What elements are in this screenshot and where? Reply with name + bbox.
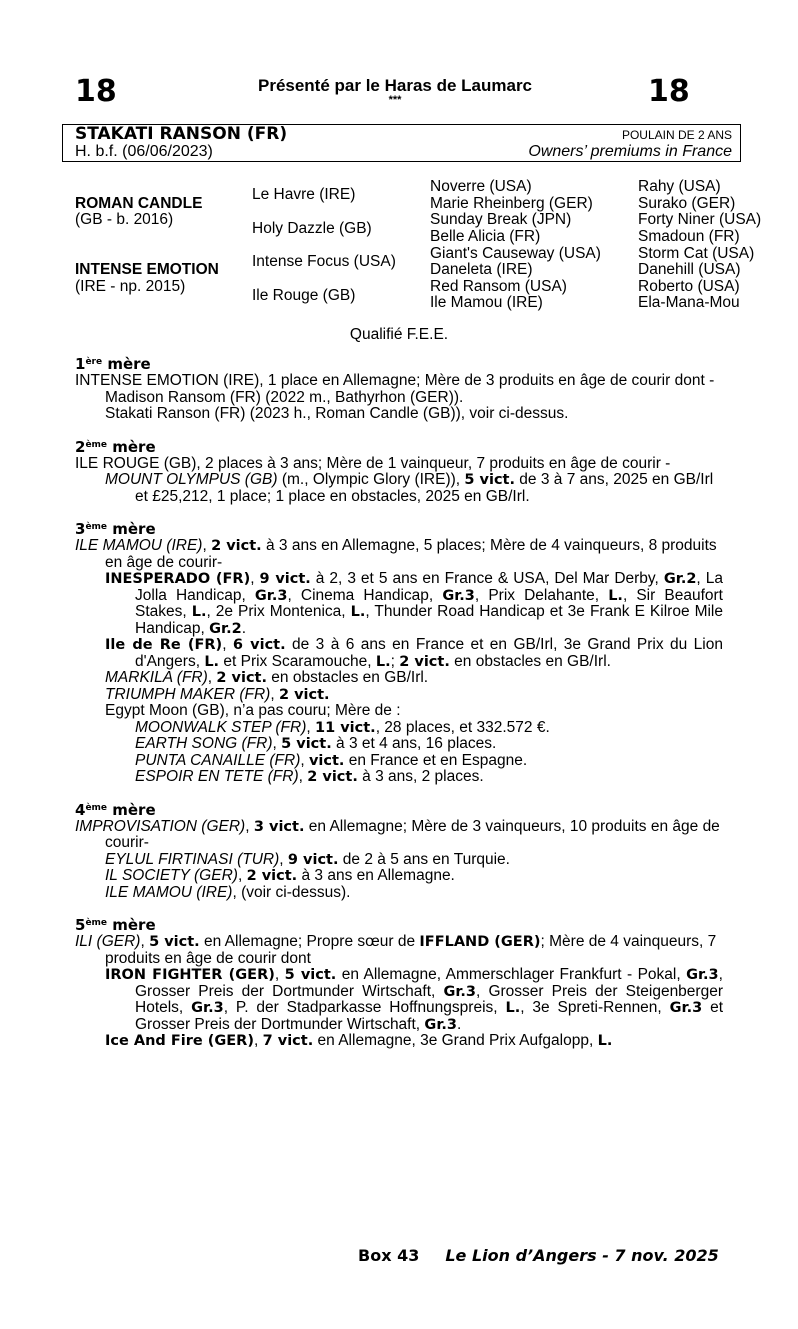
- section-third-dam: [75, 521, 723, 786]
- grandparent: Intense Focus (USA): [252, 253, 396, 270]
- grand-produce-entry: PUNTA CANAILLE (FR), vict. en France et en Espagne.: [135, 751, 528, 769]
- grandparent: Ile Rouge (GB): [252, 287, 356, 304]
- section-fourth-dam: [75, 802, 723, 902]
- great-grandparent: Sunday Break (JPN): [430, 211, 572, 228]
- produce-entry: IRON FIGHTER (GER), 5 vict. en Allemagne, Ammerschlager Frankfurt - Pokal, Gr.3, Grosser Preis der Dortmunder Wirtschaft, Gr.3, Grosser Preis der Steigenberger Hotels, Gr.3, P. der Stadparkasse Hoffnungspreis, L., 3e Spreti-Rennen, Gr.3 et Grosser Preis der Dortmunder Wirtschaft, Gr.3.: [105, 966, 723, 1033]
- section-heading: 2ème mère: [75, 437, 156, 456]
- dam-entry: IMPROVISATION (GER), 3 vict. en Allemagne; Mère de 3 vainqueurs, 10 produits en âge de courir-: [75, 817, 720, 851]
- produce-entry: MOUNT OLYMPUS (GB) (m., Olympic Glory (IRE)), 5 vict. de 3 à 7 ans, 2025 en GB/Irl et £25,212, 1 place; 1 place en obstacles, 2025 en GB/Irl.: [105, 471, 714, 505]
- section-heading: 4ème mère: [75, 800, 156, 819]
- lot-number-left: 18: [75, 74, 117, 109]
- sire-info: (GB - b. 2016): [75, 211, 174, 228]
- section-second-dam: [75, 439, 723, 506]
- produce-entry: MARKILA (FR), 2 vict. en obstacles en GB/Irl.: [105, 669, 429, 686]
- produce-entry: IL SOCIETY (GER), 2 vict. à 3 ans en Allemagne.: [105, 867, 455, 884]
- produce-entry: Ice And Fire (GER), 7 vict. en Allemagne, 3e Grand Prix Aufgalopp, L.: [105, 1032, 613, 1049]
- great-great-grandparent: Roberto (USA): [638, 278, 740, 295]
- great-great-grandparent: Rahy (USA): [638, 178, 721, 195]
- horse-header-box: [62, 124, 741, 162]
- produce-entry: TRIUMPH MAKER (FR), 2 vict.: [105, 685, 330, 703]
- great-great-grandparent: Storm Cat (USA): [638, 245, 755, 262]
- grand-produce-entry: MOONWALK STEP (FR), 11 vict., 28 places, et 332.572 €.: [135, 718, 550, 736]
- dam-entry: ILE MAMOU (IRE), 2 vict. à 3 ans en Allemagne, 5 places; Mère de 4 vainqueurs, 8 produits en âge de courir-: [75, 537, 717, 571]
- section-first-dam: [75, 356, 723, 423]
- produce-entry: Madison Ransom (FR) (2022 m., Bathyrhon (GER)).: [105, 388, 464, 406]
- great-grandparent: Ile Mamou (IRE): [430, 294, 543, 311]
- box-number: Box 43: [358, 1246, 420, 1265]
- dam-entry: INTENSE EMOTION (IRE), 1 place en Allemagne; Mère de 3 produits en âge de courir dont -: [75, 372, 715, 389]
- produce-entry: INESPERADO (FR), 9 vict. à 2, 3 et 5 ans en France & USA, Del Mar Derby, Gr.2, La Jolla Handicap, Gr.3, Cinema Handicap, Gr.3, Prix Delahante, L., Sir Beaufort Stakes, L., 2e Prix Montenica, L., Thunder Road Handicap et 3e Frank E Kilroe Mile Handicap, Gr.2.: [105, 570, 724, 637]
- family-content: [75, 356, 723, 1066]
- great-grandparent: Daneleta (IRE): [430, 261, 533, 278]
- owners-premiums: Owners’ premiums in France: [528, 143, 732, 160]
- presenter-title: Présenté par le Haras de Laumarc: [257, 76, 533, 95]
- produce-entry: EYLUL FIRTINASI (TUR), 9 vict. de 2 à 5 ans en Turquie.: [105, 850, 510, 868]
- produce-entry: ILE MAMOU (IRE), (voir ci-dessus).: [105, 883, 351, 901]
- footer: [358, 1246, 719, 1265]
- qualification: Qualifié F.E.E.: [349, 326, 449, 343]
- great-grandparent: Belle Alicia (FR): [430, 228, 541, 245]
- grandparent: Le Havre (IRE): [252, 186, 356, 203]
- great-grandparent: Giant's Causeway (USA): [430, 245, 601, 262]
- section-heading: 3ème mère: [75, 520, 156, 538]
- produce-entry: Ile de Re (FR), 6 vict. de 3 à 6 ans en France et en GB/Irl, 3e Grand Prix du Lion d'Angers, L. et Prix Scaramouche, L.; 2 vict. en obstacles en GB/Irl.: [105, 636, 723, 670]
- lot-number-right: 18: [648, 74, 690, 109]
- dam-name: INTENSE EMOTION: [75, 261, 219, 278]
- great-great-grandparent: Danehill (USA): [638, 261, 741, 278]
- great-grandparent: Noverre (USA): [430, 178, 532, 195]
- grandparent: Holy Dazzle (GB): [252, 220, 372, 237]
- horse-name: STAKATI RANSON (FR): [75, 124, 288, 144]
- grand-produce-entry: ESPOIR EN TETE (FR), 2 vict. à 3 ans, 2 places.: [135, 768, 484, 785]
- section-heading: 5ème mère: [75, 916, 156, 934]
- great-grandparent: Red Ransom (USA): [430, 278, 567, 295]
- grand-produce-entry: EARTH SONG (FR), 5 vict. à 3 et 4 ans, 16 places.: [135, 735, 497, 752]
- great-great-grandparent: Surako (GER): [638, 195, 736, 212]
- section-fifth-dam: [75, 917, 723, 1050]
- produce-entry: Egypt Moon (GB), n’a pas couru; Mère de :: [105, 702, 401, 719]
- dam-entry: ILE ROUGE (GB), 2 places à 3 ans; Mère de 1 vainqueur, 7 produits en âge de courir -: [75, 454, 671, 472]
- great-great-grandparent: Ela-Mana-Mou: [638, 294, 740, 311]
- horse-description: H. b.f. (06/06/2023): [75, 143, 213, 160]
- great-great-grandparent: Forty Niner (USA): [638, 211, 762, 228]
- dam-entry: ILI (GER), 5 vict. en Allemagne; Propre sœur de IFFLAND (GER); Mère de 4 vainqueurs, 7 produits en âge de courir dont: [75, 933, 717, 967]
- section-heading: 1ère mère: [75, 355, 151, 373]
- sale-place-date: Le Lion d’Angers - 7 nov. 2025: [445, 1246, 719, 1265]
- produce-entry: Stakati Ranson (FR) (2023 h., Roman Candle (GB)), voir ci-dessus.: [105, 405, 569, 422]
- sire-name: ROMAN CANDLE: [75, 195, 203, 212]
- great-great-grandparent: Smadoun (FR): [638, 228, 740, 245]
- presenter-stars: ***: [388, 94, 402, 106]
- horse-sex-age: POULAIN DE 2 ANS: [621, 128, 732, 142]
- great-grandparent: Marie Rheinberg (GER): [430, 195, 593, 212]
- dam-info: (IRE - np. 2015): [75, 278, 186, 295]
